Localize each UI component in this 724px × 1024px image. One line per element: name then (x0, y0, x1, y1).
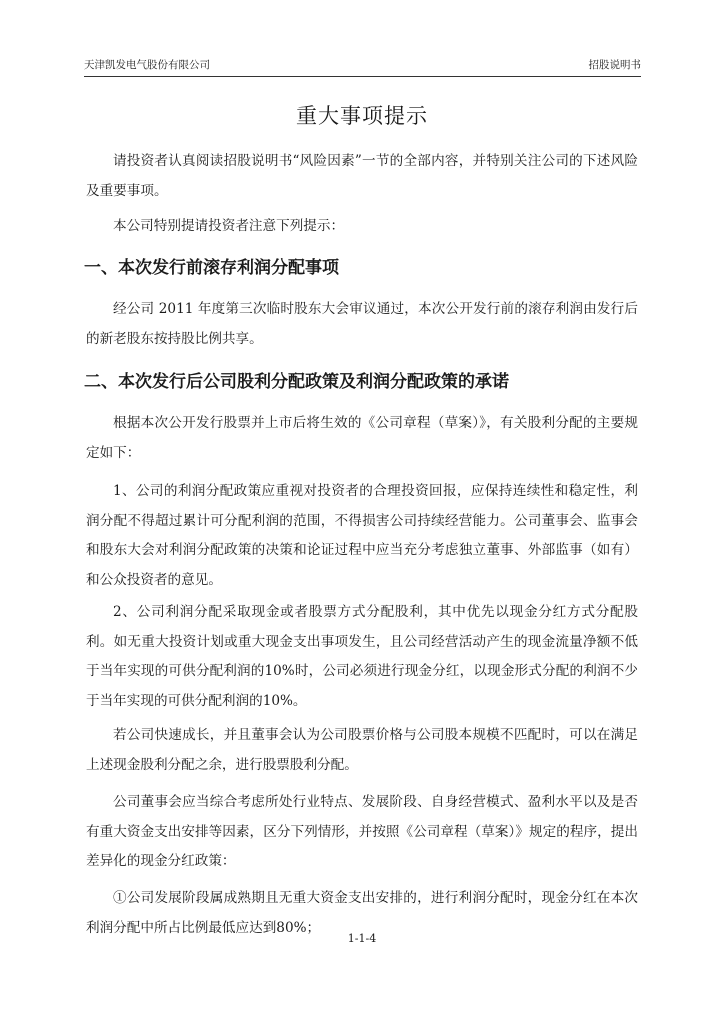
section-2-paragraph-6: ①公司发展阶段属成熟期且无重大资金支出安排的，进行利润分配时，现金分红在本次利润分配中所占比例最低应达到80%； (86, 890, 638, 936)
header-divider (84, 76, 641, 77)
section-1-heading: 一、本次发行前滚存利润分配事项 (84, 258, 339, 278)
section-1-paragraph: 经公司 2011 年度第三次临时股东大会审议通过，本次公开发行前的滚存利润由发行后的新老股东按持股比例共享。 (86, 301, 638, 347)
intro-paragraph-1: 请投资者认真阅读招股说明书“风险因素”一节的全部内容，并特别关注公司的下述风险及重要事项。 (86, 153, 638, 199)
intro-paragraph-2: 本公司特别提请投资者注意下列提示： (113, 218, 345, 234)
header-company-name: 天津凯发电气股份有限公司 (84, 59, 210, 71)
header-document-type: 招股说明书 (588, 59, 641, 71)
section-2-paragraph-4: 若公司快速成长，并且董事会认为公司股票价格与公司股本规模不匹配时，可以在满足上述现金股利分配之余，进行股票股利分配。 (86, 727, 638, 773)
section-2-paragraph-3: 2、公司利润分配采取现金或者股票方式分配股利，其中优先以现金分红方式分配股利。如无重大投资计划或重大现金支出事项发生，且公司经营活动产生的现金流量净额不低于当年实现的可供分配利润的10%时，公司必须进行现金分红，以现金形式分配的利润不少于当年实现的可供分配利润的10%。 (86, 604, 638, 709)
page-title: 重大事项提示 (296, 104, 428, 128)
section-2-paragraph-5: 公司董事会应当综合考虑所处行业特点、发展阶段、自身经营模式、盈利水平以及是否有重大资金支出安排等因素，区分下列情形，并按照《公司章程（草案）》规定的程序，提出差异化的现金分红政策： (86, 794, 638, 869)
section-2-paragraph-2: 1、公司的利润分配政策应重视对投资者的合理投资回报，应保持连续性和稳定性，利润分配不得超过累计可分配利润的范围，不得损害公司持续经营能力。公司董事会、监事会和股东大会对利润分配政策的决策和论证过程中应当充分考虑独立董事、外部监事（如有）和公众投资者的意见。 (86, 483, 638, 588)
section-2-paragraph-1: 根据本次公开发行股票并上市后将生效的《公司章程（草案）》，有关股利分配的主要规定如下： (86, 415, 638, 461)
page-header (84, 58, 641, 74)
section-2-heading: 二、本次发行后公司股利分配政策及利润分配政策的承诺 (84, 372, 509, 392)
page-number: 1-1-4 (347, 932, 377, 945)
